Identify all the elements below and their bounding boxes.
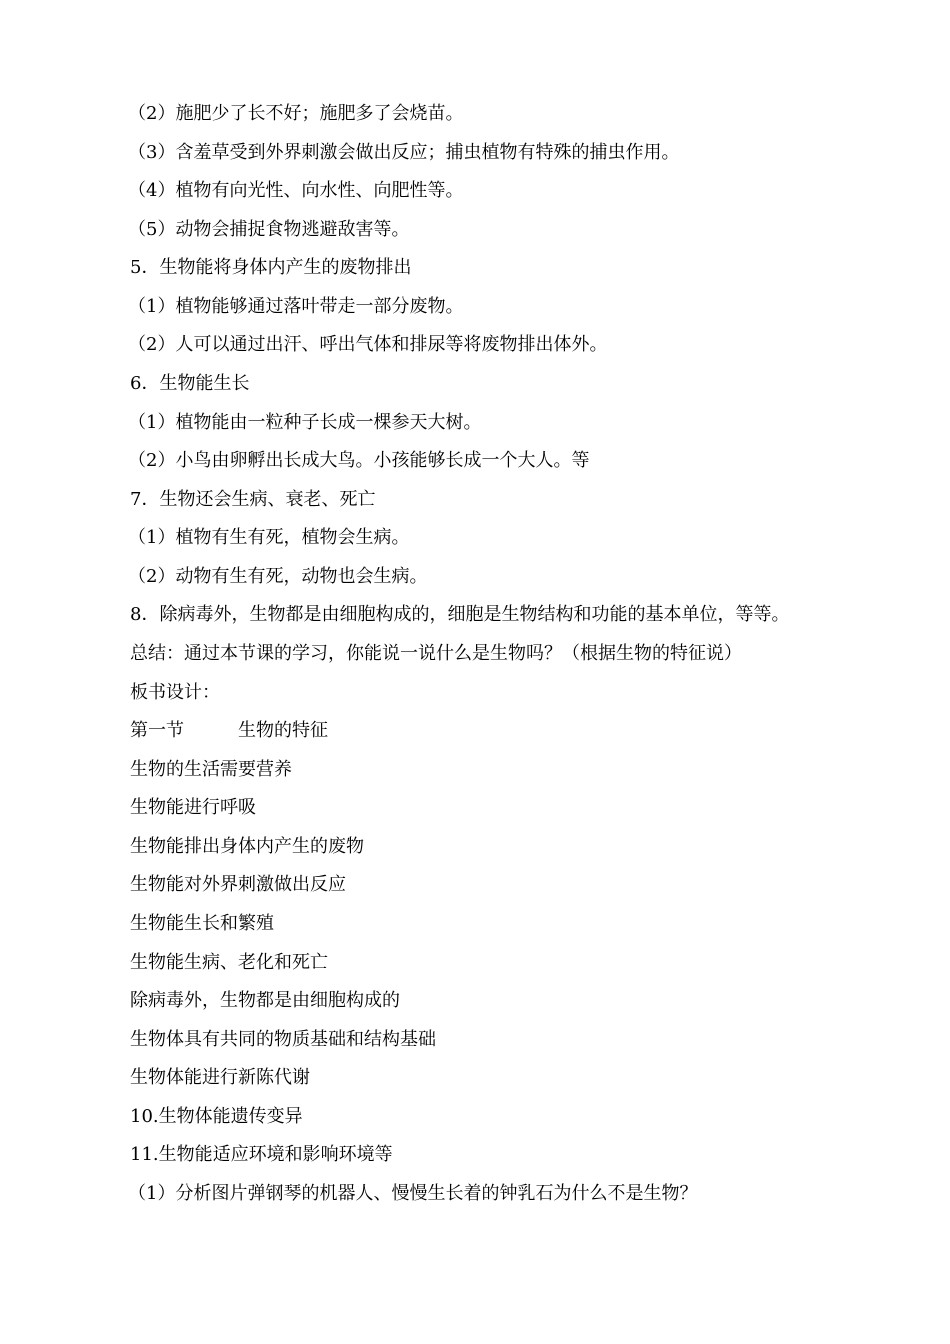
board-item: 生物能对外界刺激做出反应 xyxy=(130,874,346,895)
section-heading: 8．除病毒外，生物都是由细胞构成的，细胞是生物结构和功能的基本单位，等等。 xyxy=(130,604,790,625)
text-line: （2）人可以通过出汗、呼出气体和排尿等将废物排出体外。 xyxy=(128,334,608,355)
board-item: 生物体能进行新陈代谢 xyxy=(130,1067,310,1088)
board-item: 生物能生长和繁殖 xyxy=(130,913,274,934)
text-line: （2）小鸟由卵孵出长成大鸟。小孩能够长成一个大人。等 xyxy=(128,450,590,471)
board-item: 11.生物能适应环境和影响环境等 xyxy=(130,1144,393,1165)
text-line: （1）植物能由一粒种子长成一棵参天大树。 xyxy=(128,412,482,433)
board-item: 生物能排出身体内产生的废物 xyxy=(130,836,364,857)
board-title: 第一节 生物的特征 xyxy=(130,720,328,741)
board-item: 除病毒外，生物都是由细胞构成的 xyxy=(130,990,400,1011)
text-line: （4）植物有向光性、向水性、向肥性等。 xyxy=(128,180,464,201)
text-line: （1）植物有生有死，植物会生病。 xyxy=(128,527,410,548)
section-heading: 6．生物能生长 xyxy=(130,373,250,394)
board-item: 生物能生病、老化和死亡 xyxy=(130,952,328,973)
board-item: 10.生物体能遗传变异 xyxy=(130,1106,303,1127)
board-item: 生物能进行呼吸 xyxy=(130,797,256,818)
summary-line: 总结：通过本节课的学习，你能说一说什么是生物吗？（根据生物的特征说） xyxy=(130,643,742,664)
board-item: 生物的生活需要营养 xyxy=(130,759,292,780)
text-line: （1）植物能够通过落叶带走一部分废物。 xyxy=(128,296,464,317)
text-line: （3）含羞草受到外界刺激会做出反应；捕虫植物有特殊的捕虫作用。 xyxy=(128,142,680,163)
text-line: （2）动物有生有死，动物也会生病。 xyxy=(128,566,428,587)
section-heading: 7．生物还会生病、衰老、死亡 xyxy=(130,489,376,510)
board-item: 生物体具有共同的物质基础和结构基础 xyxy=(130,1029,436,1050)
text-line: （5）动物会捕捉食物逃避敌害等。 xyxy=(128,219,410,240)
text-line: （2）施肥少了长不好；施肥多了会烧苗。 xyxy=(128,103,464,124)
section-heading: 5．生物能将身体内产生的废物排出 xyxy=(130,257,412,278)
board-design-heading: 板书设计： xyxy=(130,682,220,703)
question-line: （1）分析图片弹钢琴的机器人、慢慢生长着的钟乳石为什么不是生物？ xyxy=(128,1183,698,1204)
